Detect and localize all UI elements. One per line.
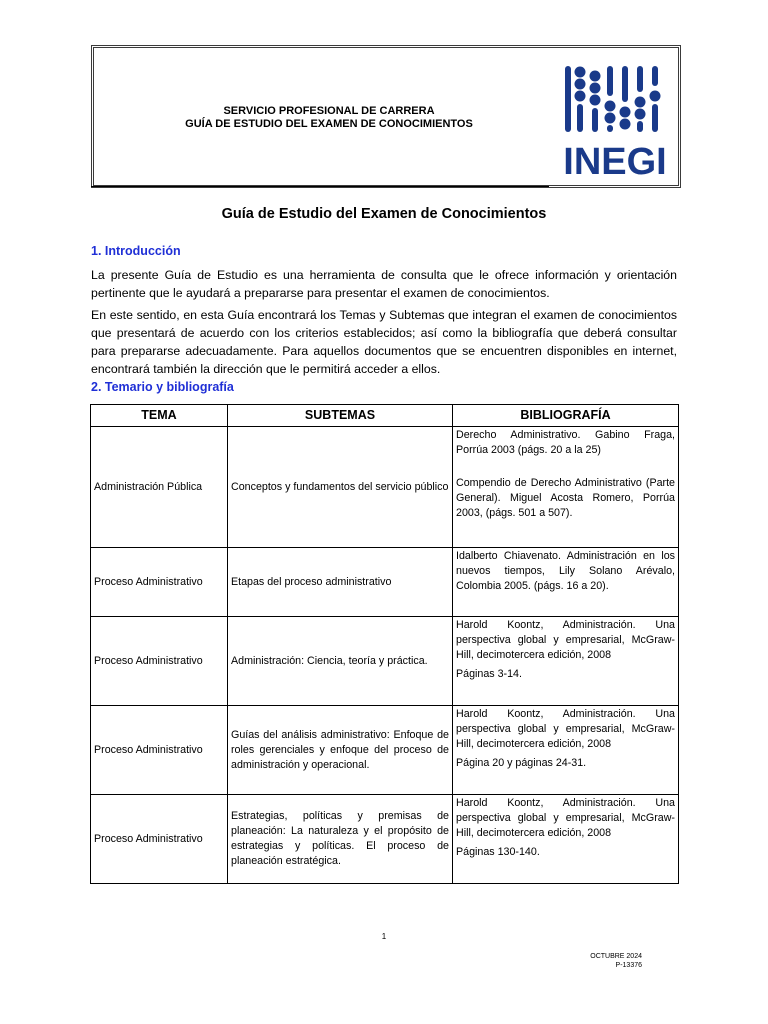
- subtema-cell: Conceptos y fundamentos del servicio público: [228, 427, 453, 548]
- document-header: [91, 45, 681, 188]
- footer-date: OCTUBRE 2024: [590, 953, 642, 960]
- logo-text: INEGI: [563, 141, 667, 180]
- bibliografia-entry: Harold Koontz, Administración. Una perspectiva global y empresarial, McGraw-Hill, decimotercera edición, 2008: [456, 708, 675, 750]
- bibliografia-entry: Páginas 3-14.: [456, 668, 522, 680]
- bibliografia-entry: Páginas 130-140.: [456, 846, 540, 858]
- bibliografia-cell: [453, 617, 679, 706]
- table-row: [91, 427, 679, 548]
- section-heading-temario: 2. Temario y bibliografía: [91, 380, 234, 394]
- subtema-cell: Guías del análisis administrativo: Enfoque de roles gerenciales y enfoque del proceso de administración y operacional.: [228, 706, 453, 795]
- bibliografia-entry: Derecho Administrativo. Gabino Fraga, Porrúa 2003 (págs. 20 a la 25): [456, 429, 675, 456]
- bibliografia-entry: Página 20 y páginas 24-31.: [456, 757, 587, 769]
- table-row: [91, 548, 679, 617]
- header-line-2: GUÍA DE ESTUDIO DEL EXAMEN DE CONOCIMIENTOS: [185, 118, 473, 130]
- intro-paragraph-1: La presente Guía de Estudio es una herramienta de consulta que le ofrece información y orientación pertinente que le ayudará a prepararse para presentar el examen de conocimientos.: [91, 268, 677, 300]
- intro-paragraph-2: En este sentido, en esta Guía encontrará los Temas y Subtemas que integran el examen de conocimientos que presentará de acuerdo con los criterios establecidos; así como la bibliografía que deberá consultar para prepararse adecuadamente. Para aquellos documentos que se encuentren disponibles en internet, encontrará también la dirección que le permitirá acceder a ellos.: [91, 308, 677, 376]
- bibliografia-cell: [453, 795, 679, 884]
- footer-code: P-13376: [615, 962, 642, 969]
- header-text: [94, 105, 564, 131]
- footer-info: [590, 952, 642, 970]
- header-line-1: SERVICIO PROFESIONAL DE CARRERA: [223, 105, 435, 117]
- tema-cell: Proceso Administrativo: [91, 548, 228, 617]
- bibliografia-entry: Idalberto Chiavenato. Administración en los nuevos tiempos, Lily Solano Arévalo, Colombia 2005. (págs. 16 a 20).: [456, 550, 675, 592]
- bibliografia-entry: Harold Koontz, Administración. Una perspectiva global y empresarial, McGraw-Hill, decimotercera edición, 2008: [456, 797, 675, 839]
- tema-cell: Proceso Administrativo: [91, 706, 228, 795]
- document-title: Guía de Estudio del Examen de Conocimientos: [221, 206, 547, 222]
- inegi-logo: [560, 62, 670, 180]
- bibliografia-cell: [453, 427, 679, 548]
- header-divider: [91, 186, 549, 187]
- column-header-bibliografia: BIBLIOGRAFÍA: [453, 405, 679, 427]
- column-header-tema: TEMA: [91, 405, 228, 427]
- page-number: 1: [381, 932, 387, 941]
- bibliografia-entry: Compendio de Derecho Administrativo (Parte General). Miguel Acosta Romero, Porrúa 2003, (págs. 501 a 507).: [456, 477, 675, 519]
- bibliografia-cell: [453, 706, 679, 795]
- bibliografia-cell: [453, 548, 679, 617]
- table-row: [91, 617, 679, 706]
- table-header-row: [91, 405, 679, 427]
- tema-cell: Administración Pública: [91, 427, 228, 548]
- tema-cell: Proceso Administrativo: [91, 795, 228, 884]
- section-heading-introduccion: 1. Introducción: [91, 244, 181, 258]
- table-row: [91, 795, 679, 884]
- subtema-cell: Administración: Ciencia, teoría y práctica.: [228, 617, 453, 706]
- tema-cell: Proceso Administrativo: [91, 617, 228, 706]
- subtema-cell: Etapas del proceso administrativo: [228, 548, 453, 617]
- table-row: [91, 706, 679, 795]
- column-header-subtemas: SUBTEMAS: [228, 405, 453, 427]
- bibliografia-entry: Harold Koontz, Administración. Una perspectiva global y empresarial, McGraw-Hill, decimotercera edición, 2008: [456, 619, 675, 661]
- temario-table: [90, 404, 679, 884]
- subtema-cell: Estrategias, políticas y premisas de planeación: La naturaleza y el propósito de estrategias y políticas. El proceso de planeación estratégica.: [228, 795, 453, 884]
